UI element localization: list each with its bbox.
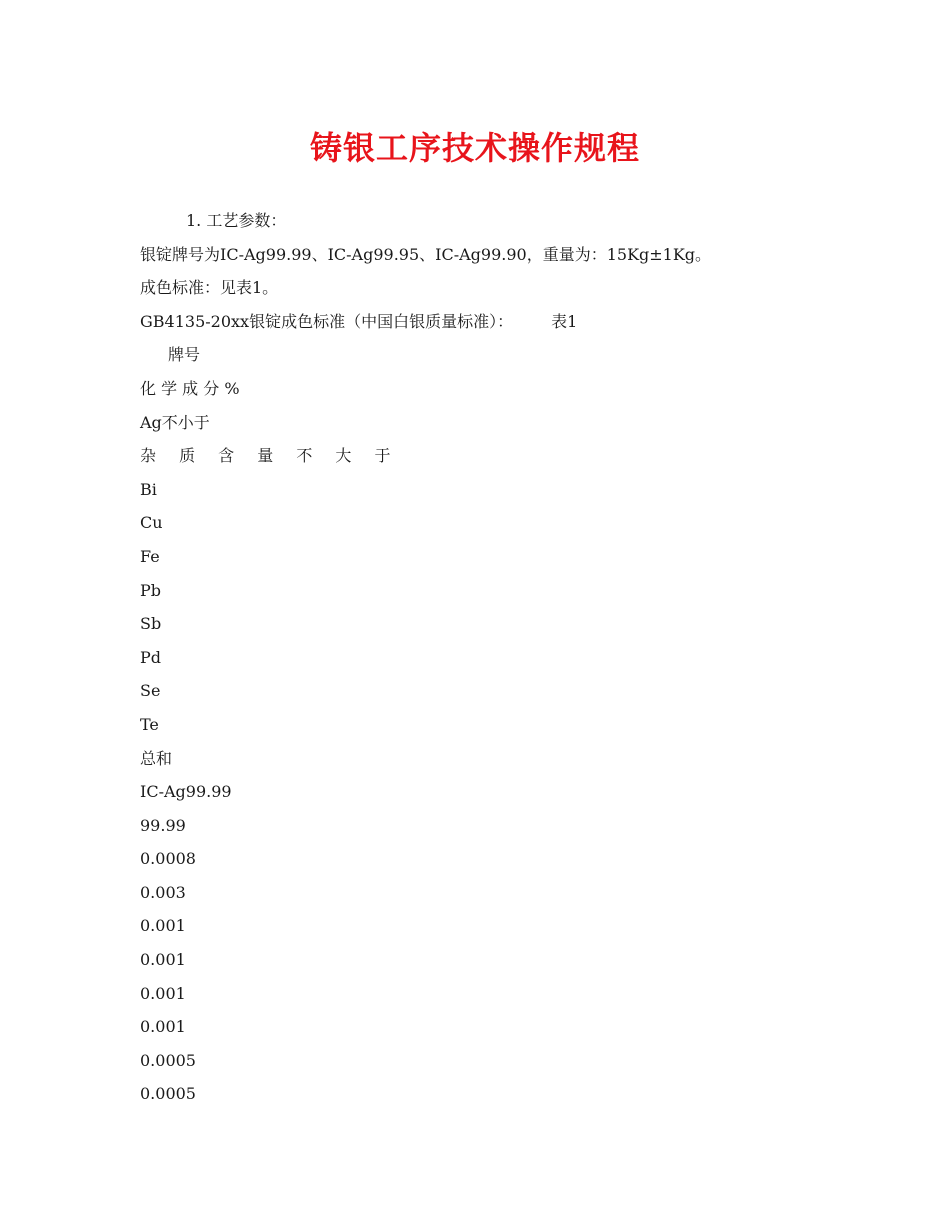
impurity-element: Se [140,681,161,701]
standard-caption: GB4135-20xx银锭成色标准（中国白银质量标准）： [140,311,514,331]
document-body [140,204,840,1111]
table-cell-value: 0.0005 [140,1050,196,1070]
table-header-composition: 化 学 成 分 % [140,378,240,398]
table-row-values [140,809,840,1111]
grade-line: 银锭牌号为IC-Ag99.99、IC-Ag99.95、IC-Ag99.90，重量为：15Kg±1Kg。 [140,244,712,264]
impurity-element: Pb [140,580,162,600]
table-cell-value: 0.001 [140,983,186,1003]
table-header-total: 总和 [140,748,173,768]
impurity-element: Pd [140,647,162,667]
standard-caption-line [140,305,840,339]
impurity-element: Fe [140,546,160,566]
impurity-element: Sb [140,614,162,634]
color-standard-line: 成色标准：见表1。 [140,278,279,298]
table-cell-value: 0.001 [140,916,186,936]
table-cell-value: 0.003 [140,882,186,902]
document-title: 铸银工序技术操作规程 [309,129,640,167]
table-label: 表1 [551,311,578,331]
table-header-grade: 牌号 [168,345,201,365]
table-cell-value: 0.0005 [140,1084,196,1104]
table-cell-value: 0.001 [140,1017,186,1037]
impurity-element: Bi [140,479,157,499]
table-cell-value: 0.0008 [140,849,196,869]
table-header-impurities: 杂 质 含 量 不 大 于 [140,446,400,466]
table-row-grade: IC-Ag99.99 [140,782,232,802]
table-header-ag: Ag不小于 [140,412,210,432]
table-cell-value: 99.99 [140,815,186,835]
impurity-element-list [140,473,840,742]
impurity-element: Cu [140,513,163,533]
table-cell-value: 0.001 [140,950,186,970]
section-heading: 1. 工艺参数： [186,211,287,230]
impurity-element: Te [140,714,159,734]
